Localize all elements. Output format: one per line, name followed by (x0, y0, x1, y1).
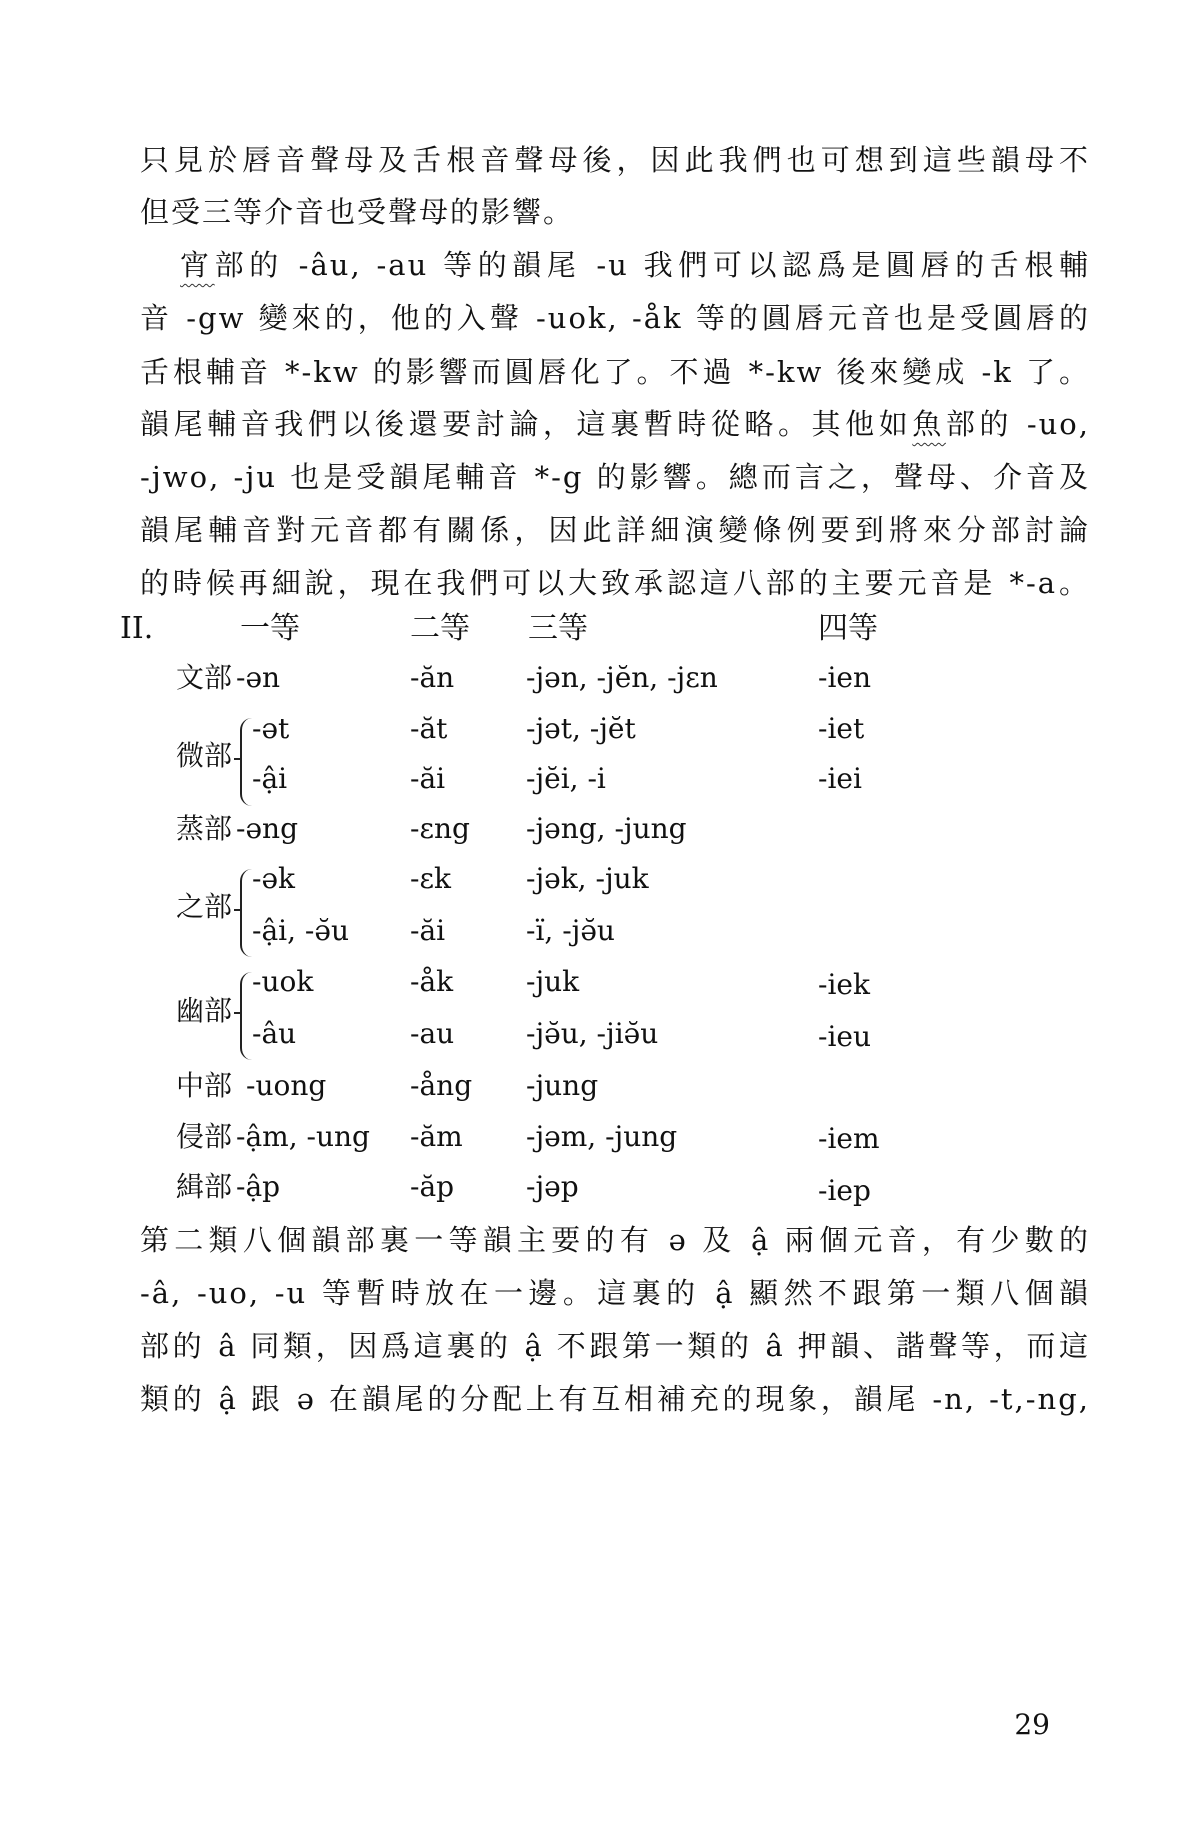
cell-grade-2: -ăn (410, 661, 455, 694)
row-name: 微部 (176, 739, 233, 772)
paragraph-3-line-2: -â, -uo, -u 等暫時放在一邊。這裏的 ậ 顯然不跟第一類八個韻 (140, 1276, 1090, 1310)
paragraph-2-line-4-a: 韻尾輔音我們以後還要討論，這裏暫時從略。其他如 (140, 407, 913, 441)
row-name: 侵部 (176, 1120, 233, 1153)
cell-grade-3: -jung (526, 1069, 599, 1102)
paragraph-1-line-1: 只見於唇音聲母及舌根音聲母後，因此我們也可想到這些韻母不 (140, 143, 1090, 177)
cell-grade-1: -uong (246, 1069, 327, 1102)
cell-grade-1: -ət (252, 712, 290, 745)
page-number: 29 (1014, 1708, 1050, 1741)
cell-grade-3: -jət, -jĕt (526, 712, 636, 745)
paragraph-2-line-2: 音 -gw 變來的，他的入聲 -uok, -åk 等的圓唇元音也是受圓唇的 (140, 301, 1090, 335)
header-grade-4: 四等 (818, 611, 878, 646)
cell-grade-4: -iek (818, 968, 870, 1001)
cell-grade-4: -ieu (818, 1020, 872, 1053)
paragraph-3-line-3: 部的 â 同類，因爲這裏的 ậ 不跟第一類的 â 押韻、諧聲等，而這 (140, 1329, 1090, 1363)
cell-grade-1: -ậi (252, 762, 288, 795)
cell-grade-4: -ien (818, 661, 872, 694)
cell-grade-1: -ək (252, 862, 295, 895)
table-label: II. (120, 611, 154, 646)
paragraph-2-line-4 (140, 404, 1090, 444)
paragraph-2-line-5: -jwo, -ju 也是受韻尾輔音 *-g 的影響。總而言之，聲母、介音及 (140, 460, 1090, 494)
cell-grade-1: -ậm, -ung (236, 1120, 370, 1153)
paragraph-3-line-1: 第二類八個韻部裏一等韻主要的有 ə 及 ậ 兩個元音，有少數的 (140, 1223, 1090, 1257)
cell-grade-3: -ï, -jǝ̆u (526, 914, 615, 947)
row-name: 蒸部 (176, 812, 233, 845)
paragraph-2-line-6: 韻尾輔音對元音都有關係，因此詳細演變條例要到將來分部討論 (140, 513, 1090, 547)
cell-grade-3: -jək, -juk (526, 862, 649, 895)
paragraph-2-line-1 (180, 245, 1090, 285)
header-grade-1: 一等 (240, 611, 300, 646)
cell-grade-1: -ậi, -ǝ̆u (252, 914, 349, 947)
cell-grade-2: -åk (410, 965, 454, 998)
cell-grade-1: -ən (236, 661, 281, 694)
cell-grade-2: -ăm (410, 1120, 463, 1153)
cell-grade-2: -ăt (410, 712, 448, 745)
cell-grade-4: -iem (818, 1122, 880, 1155)
cell-grade-4: -iei (818, 762, 862, 795)
xiao-bu-marked: 宵 (180, 248, 215, 282)
cell-grade-4: -iet (818, 712, 865, 745)
cell-grade-2: -ăp (410, 1170, 455, 1203)
row-name: 幽部 (176, 994, 233, 1027)
cell-grade-3: -jəp (526, 1170, 579, 1203)
cell-grade-4: -iep (818, 1174, 871, 1207)
cell-grade-3: -jĕi, -i (526, 762, 606, 795)
cell-grade-1: -əng (236, 812, 298, 845)
cell-grade-3: -jəm, -jung (526, 1120, 678, 1153)
row-name: 緝部 (176, 1170, 233, 1203)
header-grade-2: 二等 (410, 611, 470, 646)
paragraph-2-line-4-c: 部的 -uo, (945, 407, 1090, 441)
cell-grade-3: -jən, -jĕn, -jɛn (526, 661, 718, 694)
cell-grade-2: -ång (410, 1069, 473, 1102)
cell-grade-1: -ập (236, 1170, 281, 1203)
cell-grade-3: -jǝ̆u, -jiǝ̆u (526, 1017, 659, 1050)
cell-grade-2: -ăi (410, 762, 446, 795)
cell-grade-2: -ăi (410, 914, 446, 947)
cell-grade-1: -uok (252, 965, 314, 998)
row-name: 之部 (176, 890, 233, 923)
paragraph-2-line-3: 舌根輔音 *-kw 的影響而圓唇化了。不過 *-kw 後來變成 -k 了。 (140, 355, 1090, 389)
cell-grade-1: -âu (252, 1017, 297, 1050)
cell-grade-3: -juk (526, 965, 580, 998)
yu-bu-marked: 魚 (912, 407, 946, 441)
paragraph-2-line-1-rest: 部的 -âu, -au 等的韻尾 -u 我們可以認爲是圓唇的舌根輔 (214, 248, 1090, 282)
cell-grade-2: -au (410, 1017, 455, 1050)
row-name: 中部 (176, 1069, 233, 1102)
paragraph-3-line-4: 類的 ậ 跟 ə 在韻尾的分配上有互相補充的現象，韻尾 -n, -t,-ng, (140, 1382, 1090, 1416)
cell-grade-2: -ɛng (410, 812, 470, 845)
row-name: 文部 (176, 661, 233, 694)
cell-grade-3: -jəng, -jung (526, 812, 687, 845)
paragraph-1-line-2: 但受三等介音也受聲母的影響。 (140, 195, 575, 229)
header-grade-3: 三等 (528, 611, 588, 646)
paragraph-2-line-7: 的時候再細說，現在我們可以大致承認這八部的主要元音是 *-a。 (140, 566, 1090, 600)
cell-grade-2: -ɛk (410, 862, 451, 895)
